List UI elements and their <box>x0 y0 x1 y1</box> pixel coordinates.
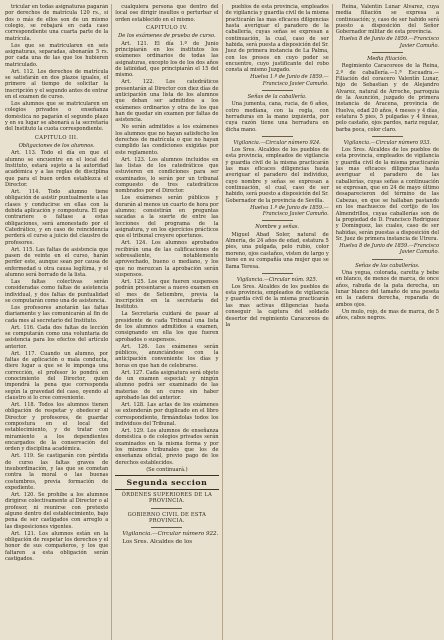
paragraph: Regimiento Caracoreos de la Reina, 2.º de caballería.—1.ª Escuadra.—Filiación del coracero Valentín Lunar, hijo de Sebastian y de Alejandro Alvarez, natural de Arroche, parroquia de la Asunción, juzgado de primera instancia de Aracena, provincia de Huelva, edad 20 años, 4 meses y 4 días, estatura 5 pies, 5 pulgadas y 4 líneas, pelo castaño, ojos pardos, nariz regular, barba poca, color claro. <box>335 63 439 133</box>
column-3 <box>222 4 329 640</box>
paragraph: Art. 123. Los alumnos incluidos en las listas de los catedráticos que estuvieren en condiciones para ser examinados, lo serán por un tribunal compuesto de tres catedráticos nombrados por el Director. <box>115 156 219 195</box>
chapter-heading: CAPITULO III. <box>34 134 79 141</box>
paragraph: Los Sres. Alcaldes de los pueblos de esta provincia, empleados de vigilancia y guardia civil de la misma practicarán las mas eficaces diligencias hasta averiguar el paradero de las caballerías, cuyas señas a continuación se expresan, que en 24 de mayo último desaparecieron del término de las Cabezas, en que se hallaban pastando en los machuecos del cortijo de los Almendrillos, cuyas caballerías son de la propiedad de D. Francisco Rodriguez y Domínguez, las cuales, caso de ser habidas, serán puestas a disposición del Sr. Juez de primera instancia de Utrera. <box>335 147 439 242</box>
section-title: Segunda seccion <box>126 477 208 487</box>
paragraph: Art. 117. Cuando un alumno, por faltas de aplicación o mala conducta, diere lugar a que se le imponga una corrección, el profesor lo pondrá en conocimiento del Director, quien impondrá la pena que corresponda según la gravedad del caso, oyendo al claustro si lo cree conveniente. <box>5 350 109 401</box>
signature: Huelva 8 de Junio de 1859.—Francisco Javier Camuño. <box>339 242 439 256</box>
paragraph: No serán admitidos a los exámenes los alumnos que no hayan satisfecho los derechos de matrícula o que no hayan cumplido las condiciones exigidas por este reglamento. <box>115 124 219 156</box>
paragraph: Los Sres. Alcaldes de los pueblos de esta provincia, empleados de vigilancia y guardia civil de la misma practicarán las mas activas diligencias hasta conseguir la captura del soldado desertor del regimiento Caracoreos de la <box>225 283 329 328</box>
paragraph: Art. 128. Las actas de los exámenes se extenderán por duplicado en el libro correspondiente, firmándolas todos los individuos del Tribunal. <box>115 401 219 427</box>
chapter-subheading: De los exámenes de prueba de curso. <box>118 33 216 40</box>
paragraph: Los Sres. Alcaldes de los pueblos de esta provincia, empleados de vigilancia y guardia civil de la misma practicarán las mas eficaces diligencias hasta averiguar el paradero del individuo, cuyo nombre y señas se expresan a continuación, el cual, caso de ser habido, será puesto a disposición del Sr. Gobernador de la provincia de Sevilla. <box>225 147 329 204</box>
paragraph: Los profesores anotarán las faltas diariamente y las comunicarán al fin de cada mes al secretario del Instituto. <box>5 304 109 324</box>
signature: Huelva 8 de Junio de 1859.—Francisco Javier Camuño. <box>339 36 439 49</box>
paragraph: Art. 125. Los que fueren suspensos podrán presentarse a nuevo examen en el mes de Setiembre, previa la inscripción en la secretaría del Instituto. <box>115 279 219 311</box>
section-subtitle: GOBIERNO CIVIL DE ESTA PROVINCIA. <box>127 511 207 524</box>
continued-note: (Se continuará.) <box>146 466 188 473</box>
divider <box>151 508 182 509</box>
divider <box>262 220 293 221</box>
chapter-subheading: Obligaciones de los alumnos. <box>18 143 95 149</box>
paragraph: Los alumnos que se matricularen en colegios privados o enseñanza doméstica no pagarán el segundo plazo y en su lugar se abonará a la secretaría del Instituto la cuota correspondiente. <box>5 100 109 133</box>
column-1 <box>5 4 108 640</box>
subheading: Señas de la caballería. <box>247 94 307 101</box>
subheading: Nombre y señas. <box>255 224 300 231</box>
paragraph: Art. 118. Todos los alumnos tienen obligación de respetar y obedecer al Director y profesores, de guardar compostura en el local del establecimiento, y de tratar con miramiento a los dependientes encargados de la conservación del orden y disciplina académica. <box>5 401 109 453</box>
paragraph: Los exámenes serán públicos y durarán al menos un cuarto de hora por alumno; consistirán en preguntas sacadas a la suerte de entre las lecciones del programa de la asignatura, y en los ejercicios prácticos que el tribunal creyere oportunos. <box>115 195 219 240</box>
paragraph: tricular en todas asignaturas pagarán por derechos de matrícula 120 rs., si dos o más de ellos son de un mismo colegio, se rebajará en cada caso correspondiente una cuarta parte de la matrícula. <box>5 4 109 42</box>
paragraph: Art. 115. Las faltas de asistencia que pasen de veinte en el curso, harán perder este, aunque sean por causa de enfermedad u otra causa legítima, y el alumno será borrado de la lista. <box>5 246 109 279</box>
section-divider <box>115 489 218 490</box>
paragraph: Art. 129. Los alumnos de enseñanza doméstica o de colegios privados serán examinados en la misma forma y por los mismos tribunales que los de enseñanza oficial, previo pago de los derechos establecidos. <box>115 427 219 466</box>
paragraph: Art. 113. Todo el día en que el alumno se encuentre en el local del Instituto, estará sujeto a la autoridad académica y a las reglas de disciplina que para el buen orden establezca el Director. <box>5 150 109 189</box>
paragraph: Art. 120. Se prohibe a los alumnos dirigirse colectivamente al Director o al profesor, ni reunirse con pretexto alguno dentro del establecimiento, bajo pena de ser castigados con arreglo a las disposiciones vigentes. <box>5 491 109 530</box>
paragraph: cualquiera persona que dentro del local ose dirigir insultos o perturbar el orden establecido en el mismo. <box>115 4 219 23</box>
divider <box>262 273 293 274</box>
paragraph: Una jumenta, cana, rucia, de 6 años, cotro mediana, con la regla, con herraduras en la mano izquierda, por cuya razón tiene una herradura en dicha mano. <box>225 101 329 133</box>
paragraph: Los que se matricularen en seis asignaturas, separadas, abonarán 5 rs. por cada una de las que los hubieren matriculado. <box>5 42 109 68</box>
circular-heading: Vigilancia.—Circular número 924. <box>233 140 321 147</box>
paragraph: Art. 121. Los alumnos están en la obligación de respetar los derechos y el honor de sus compañeros, y los que faltaren a esta obligación serán castigados. <box>5 530 109 562</box>
section-subtitle: ÓRDENES SUPERIORES DE LA PROVINCIA. <box>121 491 213 505</box>
paragraph: Miguel Abad Soler, natural de Almería, de 24 años de edad, estatura 5 pies, una pulgada, pelo rubio, color moreno, ojos castaños, visten de largo y tiene en su compañía una mujer que se llama Teresa. <box>225 231 329 270</box>
paragraph: Art. 116. Cada dos faltas de lección se computarán como una voluntaria de asistencia para los efectos del artículo anterior. <box>5 324 109 350</box>
paragraph: Reina, Valentín Lunar Alvarez, cuya media filiación se expresa a continuación; y, caso de ser habido será puesto a disposición del Señor Gobernador militar de esta provincia. <box>335 4 439 36</box>
paragraph: Un mulo, rojo, de mas de marca, de 5 años, cabos negros. <box>335 308 439 321</box>
signature: Huelva 1.º de Junio de 1859.—Francisco Javier Camuño. <box>250 74 329 87</box>
paragraph: pueblos de esta provincia, empleados de vigilancia y guardia civil de la misma practicarán las mas eficaces diligencias hasta averiguar el paradero de la caballería, cuyas señas se expresan a continuación, la cual, caso de ser habida, será puesta a disposición del Sr. Juez de primera instancia de La Palma, con los presos en cuyo poder se encuentre, cuyo justificante del robo consta al mismo Juzgado. <box>225 4 329 74</box>
column-2 <box>111 4 218 640</box>
divider <box>262 90 293 91</box>
divider <box>372 136 403 137</box>
subheading: Media filiación. <box>367 56 408 62</box>
divider <box>262 136 293 137</box>
divider <box>151 527 182 528</box>
paragraph: La Secretaría cuidará de pasar al presidente de cada Tribunal una lista de los alumnos admitidos a examen, consignando en ella los que fueren aprobados o suspensos. <box>115 311 219 343</box>
circular-922 <box>115 531 218 546</box>
circular-heading: Vigilancia.—Circular número 933. <box>343 140 432 147</box>
paragraph: Los Sres. Alcaldes de los <box>122 538 193 545</box>
paragraph: Art. 122. Los catedráticos presentarán al Director con diez días de anticipación una lista de los alumnos que deban ser admitidos a los exámenes ordinarios y otra de los que han de quedar sin examen por faltas de asistencia. <box>115 79 219 124</box>
paragraph: Las faltas colectivas serán consideradas como faltas de asistencia individual, y dos faltas de puntualidad se computarán como una de asistencia. <box>5 279 109 305</box>
signature: Huelva 1.º de Junio de 1859.—Francisco Javier Camuño. <box>250 204 329 218</box>
paragraph: Una yegua, colorada, caretta y bebe en blanco, de menos de marca, de once años, rabuda de la pata derecha, un lunar blanco del tamaño de una peseta en la cadera derecha, reparada de ambos ojos. <box>335 269 439 308</box>
paragraph: Art. 119. Se castigarán con pérdida de curso las faltas graves de insubordinación, y las que se cometan contra la moral o las buenas costumbres, previa formación de expediente. <box>5 453 109 491</box>
paragraph: Art. 114. Todo alumno tiene obligación de asistir puntualmente a las clases y conducirse en ellas con la debida aplicación y compostura. El que contrariere o faltase a estas obligaciones, será amonestado por el Catedrático, y en caso de reincidencia perderá el curso a juicio del claustro de profesores. <box>5 189 109 246</box>
paragraph: Art. 124. Los alumnos aprobados recibirán una de las calificaciones de sobresaliente, notablemente aprovechado, bueno o mediano, y los que no merezcan la aprobación serán suspensos. <box>115 240 219 279</box>
circular-heading: Vigilancia.—Circular núm. 925. <box>236 276 318 283</box>
column-4 <box>332 4 439 640</box>
paragraph: Art. 126. Los exámenes serán públicos, anunciándose con la anticipación conveniente los días y horas en que han de celebrarse. <box>115 343 219 369</box>
paragraph: Art. 112. Los derechos de matrícula se satisfarán en dos plazos iguales, el primero al tiempo de solicitar la inscripción y el segundo antes de entrar en el examen de curso. <box>5 68 109 100</box>
subheading: Señas de las caballerías. <box>355 262 420 269</box>
circular-heading: Vigilancia.—Circular número 922. <box>122 531 219 538</box>
paragraph: Art. 127. Cada asignatura será objeto de un examen especial; y ningún alumno podrá ser examinado de las materias de un curso sin haber aprobado las del anterior. <box>115 369 219 401</box>
section-divider <box>115 475 218 476</box>
chapter-heading: CAPITULO IV. <box>145 25 188 32</box>
paragraph: Art. 121. El día 1.º de Junio principiarán en los institutos los exámenes ordinarios de todas las asignaturas, excepto los de los dos años de latinidad, que principiarán el 15 del mismo. <box>115 40 219 79</box>
divider <box>372 259 403 260</box>
divider <box>372 52 403 53</box>
